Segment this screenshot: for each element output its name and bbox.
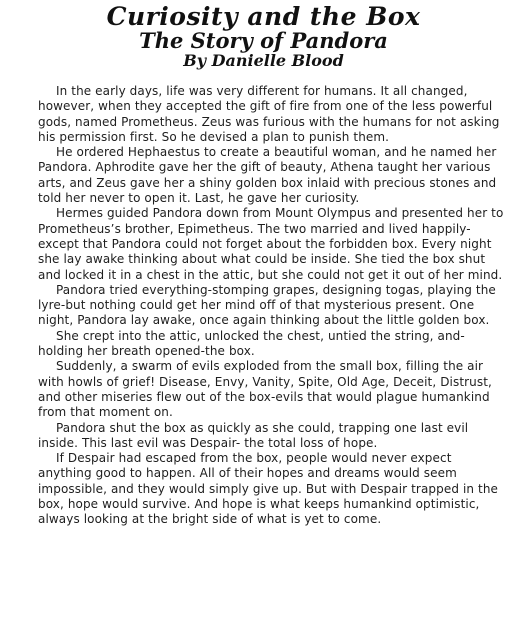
paragraph-8: If Despair had escaped from the box, people would never expect anything good to happen. All of their hopes and dreams would seem impossible, and they would simply give up. But with Despair trapped in the box, hope would survive. And hope is what keeps humankind optimistic, always looking at the bright side of what is yet to come. — [38, 451, 499, 527]
story-title: Curiosity and the Box — [106, 2, 421, 31]
paragraph-6: Suddenly, a swarm of evils exploded from the small box, filling the air with howls of grief! Disease, Envy, Vanity, Spite, Old Age, Deceit, Distrust, and other miseries flew out of the box-evils that would plague humankind from that moment on. — [38, 359, 492, 420]
paragraph-4: Pandora tried everything-stomping grapes, designing togas, playing the lyre-but nothing could get her mind off of that mysterious present. One night, Pandora lay awake, once again thinking about the little golden box. — [38, 282, 496, 328]
paragraph-1: In the early days, life was very different for humans. It all changed, however, when they accepted the gift of fire from one of the less powerful gods, named Prometheus. Zeus was furious with the humans for not asking his permission first. So he devised a plan to punish them. — [38, 84, 500, 144]
author-byline: By Danielle Blood — [183, 51, 344, 70]
story-subtitle: The Story of Pandora — [139, 28, 388, 53]
story-body — [38, 84, 509, 528]
paragraph-5: She crept into the attic, unlocked the chest, untied the string, and-holding her breath opened-the box. — [38, 328, 465, 359]
paragraph-2: He ordered Hephaestus to create a beautiful woman, and he named her Pandora. Aphrodite gave her the gift of beauty, Athena taught her various arts, and Zeus gave her a shiny golden box inlaid with precious stones and told her never to open it. Last, he gave her curiosity. — [38, 145, 497, 206]
paragraph-7: Pandora shut the box as quickly as she could, trapping one last evil inside. This last evil was Despair- the total loss of hope. — [38, 420, 469, 450]
paragraph-3: Hermes guided Pandora down from Mount Olympus and presented her to Prometheus’s brother, Epimetheus. The two married and lived happily-except that Pandora could not forget about the forbidden box. Every night she lay awake thinking about what could be inside. She tied the box shut and locked it in a chest in the attic, but she could not get it out of her mind. — [38, 206, 504, 282]
